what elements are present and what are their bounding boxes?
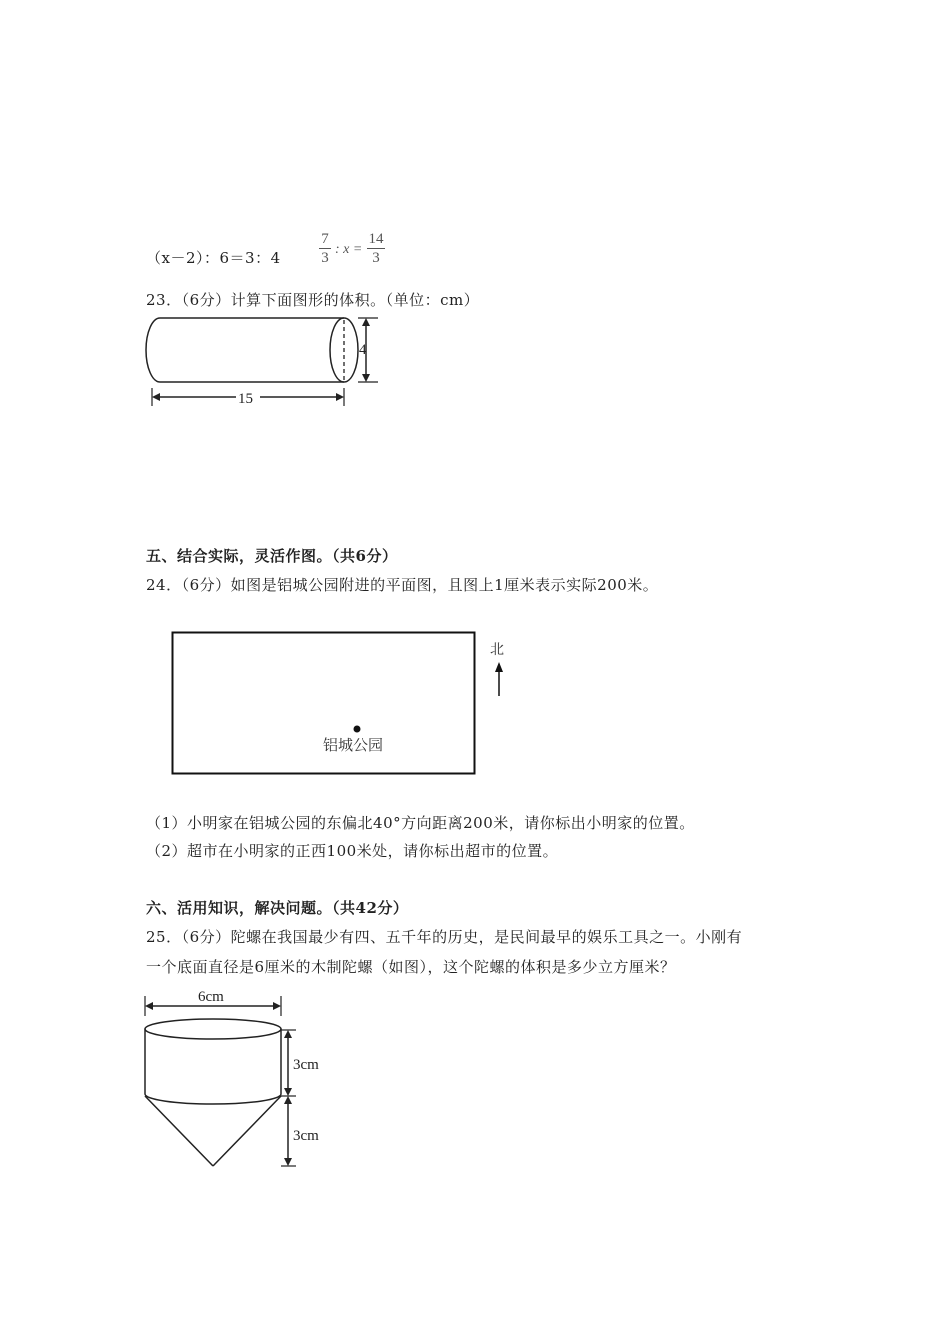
spinning-top-figure bbox=[138, 984, 338, 1176]
question-23-text: 23．（6分）计算下面图形的体积。（单位：cm） bbox=[146, 291, 480, 309]
park-point bbox=[354, 726, 361, 733]
section-5-title: 五、结合实际，灵活作图。（共6分） bbox=[146, 547, 398, 565]
fraction-denominator: 3 bbox=[372, 250, 380, 266]
fraction-7-3 bbox=[318, 230, 332, 267]
equation-2 bbox=[318, 230, 398, 278]
top-ellipse bbox=[145, 1019, 281, 1039]
cylinder-figure bbox=[140, 312, 390, 412]
cone-left-edge bbox=[145, 1096, 213, 1166]
cone-height-label: 3cm bbox=[293, 1128, 319, 1144]
diameter-label: 4 bbox=[359, 342, 367, 358]
equation-1: （x－2）：6＝3：4 bbox=[146, 249, 281, 267]
length-label: 15 bbox=[238, 391, 253, 407]
bottom-arc bbox=[145, 1094, 281, 1104]
park-map bbox=[170, 630, 510, 778]
fraction-numerator: 14 bbox=[368, 231, 384, 247]
fraction-numerator: 7 bbox=[321, 231, 329, 247]
question-24-sub1: （1）小明家在铝城公园的东偏北40°方向距离200米，请你标出小明家的位置。 bbox=[146, 814, 695, 832]
top-diameter-label: 6cm bbox=[198, 989, 224, 1005]
fraction-denominator: 3 bbox=[321, 250, 329, 266]
question-24-text: 24．（6分）如图是铝城公园附进的平面图，且图上1厘米表示实际200米。 bbox=[146, 576, 659, 594]
section-6-title: 六、活用知识，解决问题。（共42分） bbox=[146, 899, 409, 917]
question-25-line1: 25．（6分）陀螺在我国最少有四、五千年的历史，是民间最早的娱乐工具之一。小刚有 bbox=[146, 928, 743, 946]
cylinder-height-label: 3cm bbox=[293, 1057, 319, 1073]
question-24-sub2: （2）超市在小明家的正西100米处，请你标出超市的位置。 bbox=[146, 842, 559, 860]
fraction-14-3 bbox=[366, 230, 386, 267]
park-label: 铝城公园 bbox=[323, 736, 384, 754]
cone-right-edge bbox=[213, 1096, 281, 1166]
equation-middle: : x = bbox=[335, 242, 363, 257]
question-25-line2: 一个底面直径是6厘米的木制陀螺（如图），这个陀螺的体积是多少立方厘米？ bbox=[146, 958, 676, 976]
cylinder-left-cap bbox=[146, 318, 160, 382]
north-label: 北 bbox=[490, 642, 504, 658]
